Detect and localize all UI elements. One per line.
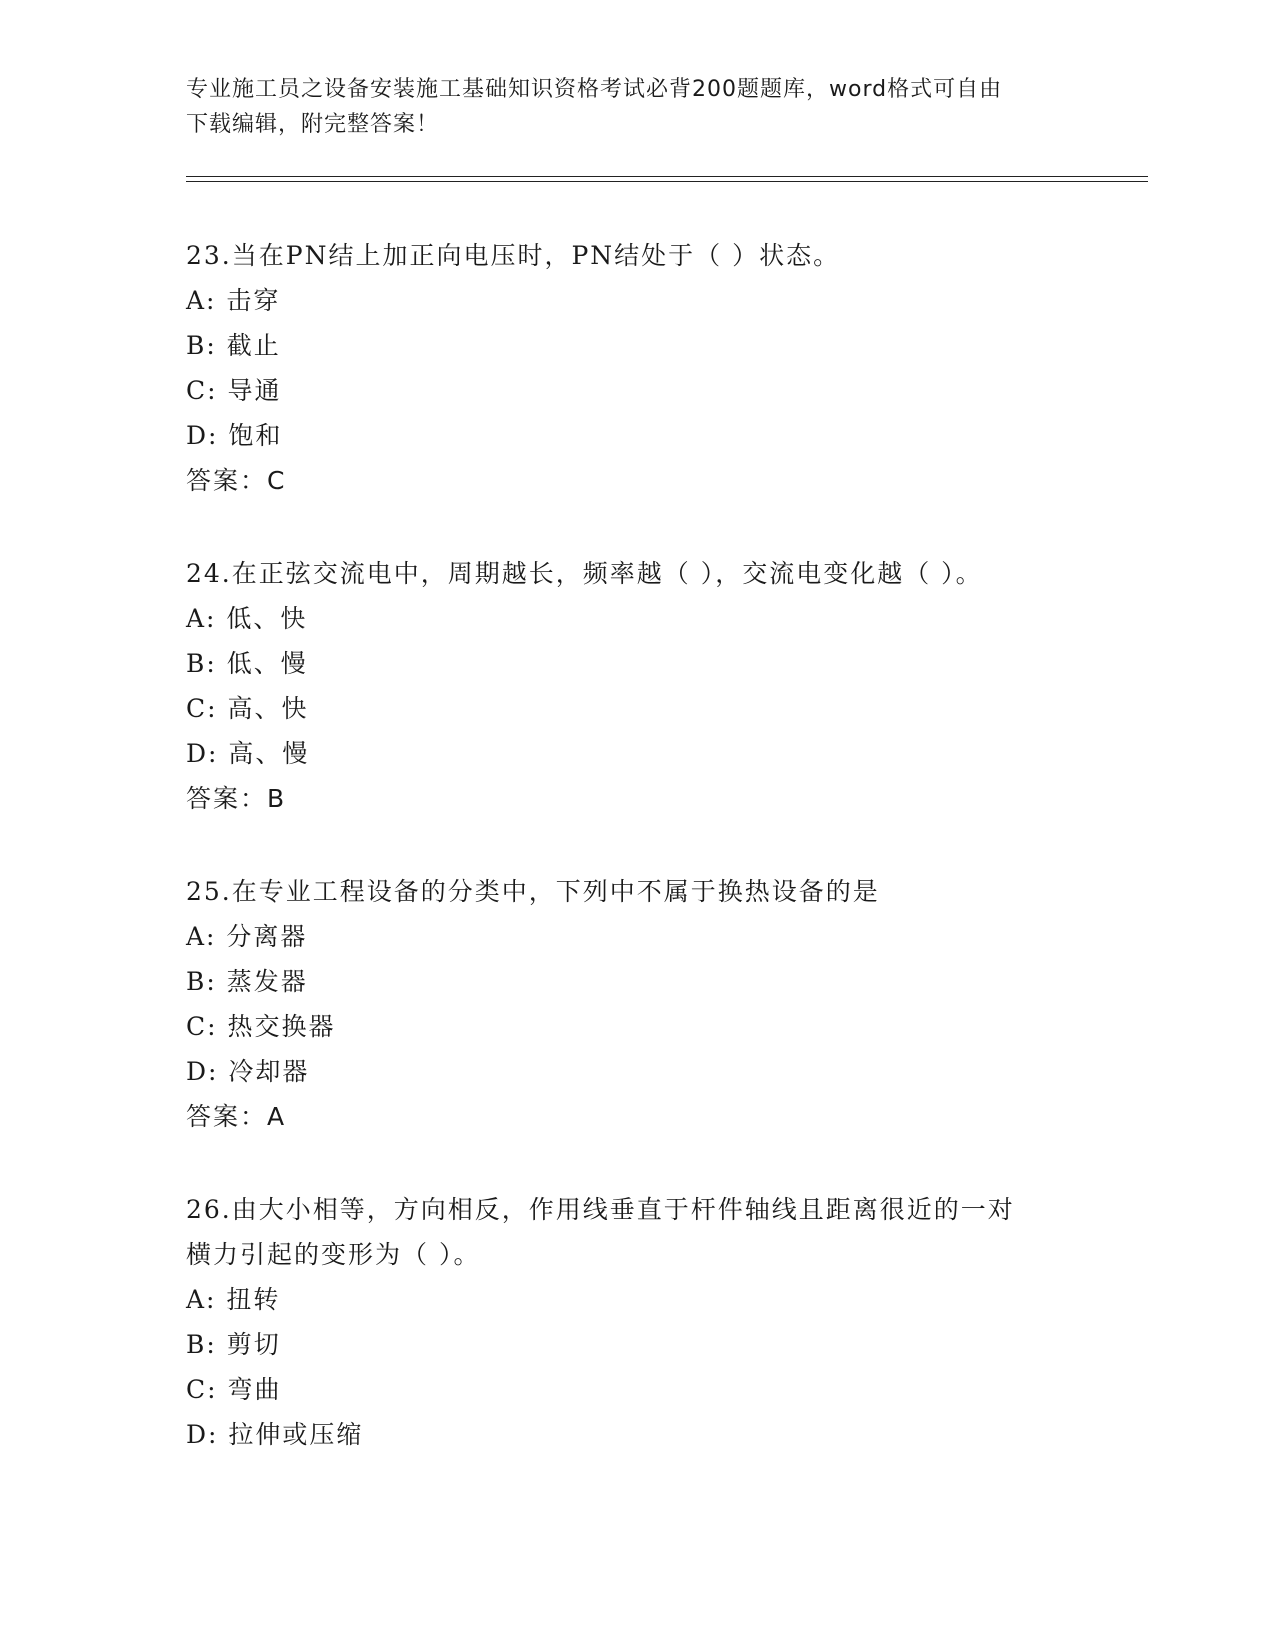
document-header — [186, 72, 1066, 142]
option-d: D: 拉伸或压缩 — [186, 1420, 364, 1449]
option-d: D: 冷却器 — [186, 1057, 310, 1086]
option-d: D: 饱和 — [186, 421, 283, 450]
question-26 — [186, 1187, 1086, 1457]
question-24 — [186, 551, 1086, 821]
option-b: B: 剪切 — [186, 1330, 281, 1359]
question-25 — [186, 869, 1086, 1139]
option-c: C: 导通 — [186, 376, 282, 405]
option-a: A: 击穿 — [186, 286, 281, 315]
option-c: C: 弯曲 — [186, 1375, 282, 1404]
option-b: B: 截止 — [186, 331, 281, 360]
option-d: D: 高、慢 — [186, 739, 310, 768]
question-text: 24.在正弦交流电中，周期越长，频率越（ ），交流电变化越（ ）。 — [186, 559, 983, 588]
option-a: A: 分离器 — [186, 922, 308, 951]
option-a: A: 低、快 — [186, 604, 308, 633]
header-title-line-2: 下载编辑，附完整答案！ — [186, 112, 440, 137]
option-b: B: 低、慢 — [186, 649, 308, 678]
answer-line: 答案：B — [186, 784, 287, 813]
question-text-line-2: 横力引起的变形为（ ）。 — [186, 1240, 481, 1269]
answer-line: 答案：C — [186, 466, 287, 495]
option-c: C: 热交换器 — [186, 1012, 336, 1041]
option-a: A: 扭转 — [186, 1285, 281, 1314]
option-c: C: 高、快 — [186, 694, 309, 723]
header-title-line-1: 专业施工员之设备安装施工基础知识资格考试必背200题题库，word格式可自由 — [186, 77, 1003, 102]
answer-line: 答案：A — [186, 1102, 287, 1131]
option-b: B: 蒸发器 — [186, 967, 308, 996]
question-text: 25.在专业工程设备的分类中，下列中不属于换热设备的是 — [186, 877, 880, 906]
header-divider-top — [186, 176, 1148, 177]
question-text-line-1: 26.由大小相等，方向相反，作用线垂直于杆件轴线且距离很近的一对 — [186, 1195, 1015, 1224]
question-23 — [186, 233, 1086, 503]
header-divider-bottom — [186, 181, 1148, 182]
question-text: 23.当在PN结上加正向电压时，PN结处于（ ）状态。 — [186, 241, 841, 270]
